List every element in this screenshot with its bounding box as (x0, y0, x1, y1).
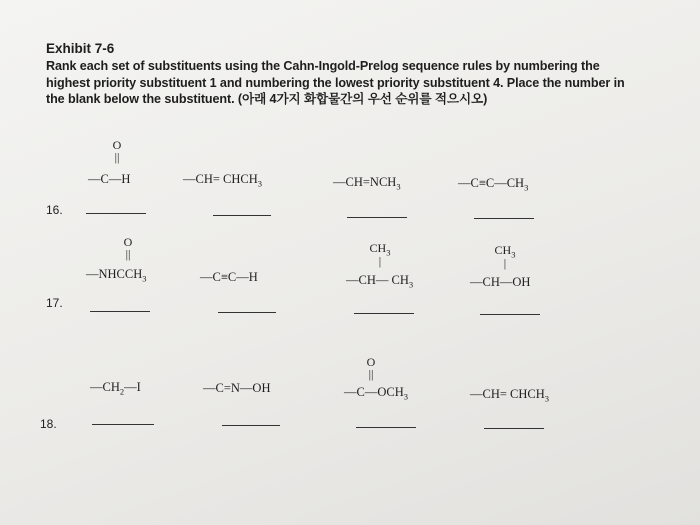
problem-18-blank-1[interactable] (92, 424, 154, 425)
problem-16-sub-4: $—C\equiv C—CH_3$ (458, 176, 529, 193)
methyl-label: $CH_3$ (369, 241, 391, 258)
problem-17-sub-1-oxygen (121, 235, 135, 262)
problem-16-blank-2[interactable] (213, 215, 271, 216)
problem-18-sub-3-oxygen (364, 355, 378, 382)
problem-18-blank-4[interactable] (484, 428, 544, 429)
problem-17-blank-3[interactable] (354, 313, 414, 314)
double-bond: || (125, 247, 131, 261)
problem-18-blank-3[interactable] (356, 427, 416, 428)
problem-17-sub-4: —CH—OH (470, 275, 531, 289)
instructions-line-2: highest priority substituent 1 and numbering the lowest priority substituent 4. Place the number in (46, 75, 625, 90)
problem-17-blank-2[interactable] (218, 312, 276, 313)
problem-17-sub-4-methyl (491, 243, 519, 271)
problem-16-sub-3: $—CH=NCH_3$ (333, 175, 401, 192)
single-bond: | (503, 256, 507, 271)
problem-16-number: 16. (46, 203, 63, 217)
problem-16-sub-1-oxygen (110, 138, 124, 165)
exhibit-title: Exhibit 7-6 (46, 41, 115, 56)
double-bond: || (368, 367, 374, 381)
problem-18-sub-2: —C=N—OH (203, 381, 271, 395)
problem-18-sub-4: —CH= $CHCH_3$ (470, 387, 550, 404)
problem-16-blank-3[interactable] (347, 217, 407, 218)
problem-17-sub-2: —C≡C—H (200, 270, 258, 284)
problem-17-blank-4[interactable] (480, 314, 540, 315)
problem-16-blank-4[interactable] (474, 218, 534, 219)
problem-18-number: 18. (40, 417, 57, 431)
double-bond: || (114, 150, 120, 164)
oxygen-label: O (366, 355, 376, 369)
instructions (46, 58, 686, 108)
problem-17-sub-1: $—NHCCH_3$ (86, 267, 147, 284)
problem-18-sub-3: $—C—OCH_3$ (344, 385, 408, 402)
problem-17-blank-1[interactable] (90, 311, 150, 312)
oxygen-label: O (123, 235, 133, 249)
single-bond: | (378, 254, 382, 269)
instructions-line-1: Rank each set of substituents using the Cahn-Ingold-Prelog sequence rules by numbering the (46, 59, 600, 73)
problem-16-blank-1[interactable] (86, 213, 146, 214)
problem-18-blank-2[interactable] (222, 425, 280, 426)
oxygen-label: O (112, 138, 122, 152)
problem-16-sub-1: —C—H (88, 172, 131, 186)
problem-17-sub-3: —CH— $CH_3$ (346, 273, 414, 290)
problem-17-number: 17. (46, 296, 63, 310)
problem-17-sub-3-methyl (366, 241, 394, 269)
instructions-line-3: the blank below the substituent. (아래 4가지 화합물간의 우선 순위를 적으시오) (46, 92, 488, 106)
problem-18-sub-1: $—CH_2—I$ (90, 380, 141, 397)
problem-16-sub-2: —CH= $CHCH_3$ (183, 172, 263, 189)
methyl-label: $CH_3$ (494, 243, 516, 260)
